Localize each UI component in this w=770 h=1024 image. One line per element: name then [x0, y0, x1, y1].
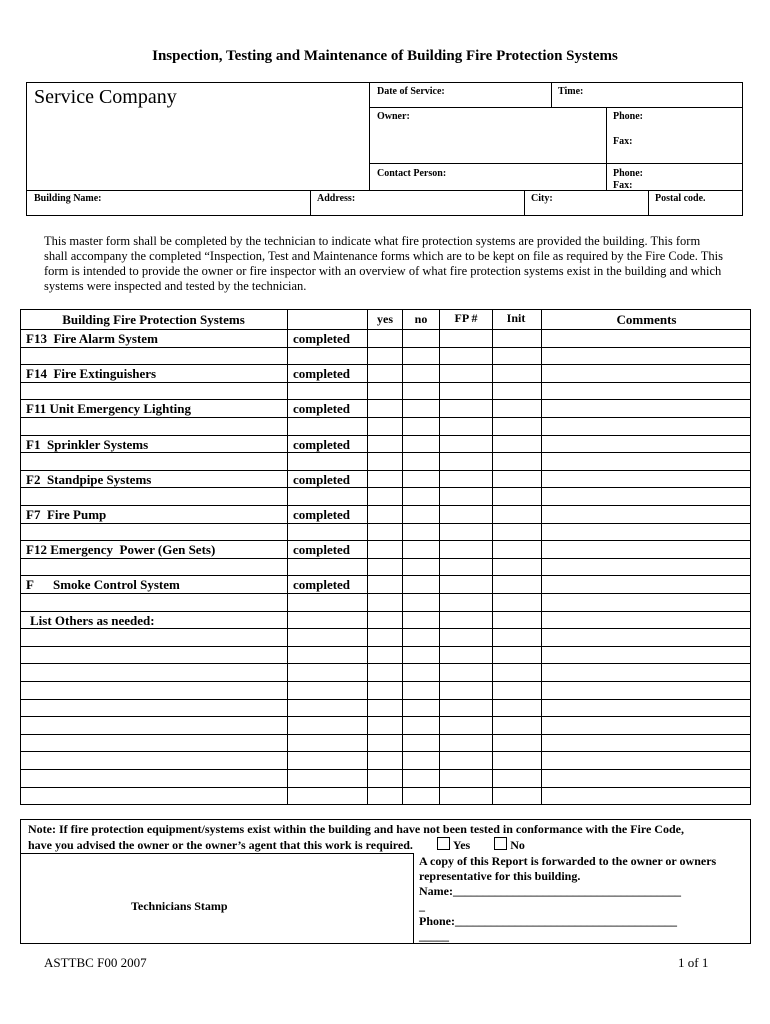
no-label: No — [510, 838, 525, 852]
system-status: completed — [293, 507, 351, 522]
col-header-yes: yes — [377, 312, 393, 326]
owner-phone-line-cont: _____ — [419, 929, 449, 943]
table-row-divider — [20, 646, 751, 647]
table-row-divider — [20, 329, 751, 330]
table-row-divider — [20, 575, 751, 576]
table-row-divider — [20, 751, 751, 752]
table-column-divider — [541, 309, 542, 805]
col-header-init: Init — [506, 311, 526, 325]
table-row-divider — [20, 540, 751, 541]
system-name: F13 Fire Alarm System — [26, 331, 158, 346]
contact-fax-field[interactable]: Fax: — [613, 180, 633, 191]
owner-phone-field[interactable]: Phone: — [613, 111, 643, 122]
owner-phone-line-field[interactable]: Phone:_____________________________________ — [419, 914, 677, 928]
note-text-line2-text: have you advised the owner or the owner’s agent that this work is required. — [28, 838, 413, 852]
system-name: F12 Emergency Power (Gen Sets) — [26, 542, 216, 558]
owner-field[interactable]: Owner: — [377, 111, 410, 122]
no-checkbox[interactable] — [494, 837, 507, 850]
yes-label: Yes — [452, 838, 471, 852]
table-column-divider — [439, 309, 440, 805]
system-name: F7 Fire Pump — [26, 507, 107, 522]
list-others-label: List Others as needed: — [30, 613, 155, 628]
intro-paragraph: This master form shall be completed by the technician to indicate what fire protection systems are provided the building. This form shall accompany the completed “Inspection, Test and Maintenance forms which are to be kept on file as required by the Fire Code. This form is intended to provide the owner or fire inspector with an overview of what fire protection systems exist in the building and which systems were inspected and tested by the technician. — [44, 234, 724, 293]
building-name-field[interactable]: Building Name: — [34, 193, 102, 204]
table-row-divider — [20, 364, 751, 365]
yes-checkbox[interactable] — [437, 837, 450, 850]
table-row-divider — [20, 611, 751, 612]
system-status: completed — [293, 436, 351, 452]
table-column-divider — [367, 309, 368, 805]
table-row-divider — [20, 347, 751, 348]
page-number: 1 of 1 — [678, 955, 709, 970]
table-row-divider — [20, 787, 751, 788]
system-status: completed — [293, 401, 351, 417]
system-status: completed — [293, 366, 351, 382]
copy-notice-line2: representative for this building. — [419, 869, 581, 883]
owner-name-field-cont: _ — [419, 899, 425, 913]
note-text-line2 — [28, 837, 525, 853]
col-header-system: Building Fire Protection Systems — [62, 312, 245, 327]
table-column-divider — [287, 309, 288, 805]
col-header-no: no — [414, 312, 428, 326]
table-row-divider — [20, 734, 751, 735]
col-header-fp: FP # — [454, 311, 478, 325]
system-name: F2 Standpipe Systems — [26, 471, 152, 487]
table-row-divider — [20, 716, 751, 717]
system-name: F14 Fire Extinguishers — [26, 366, 157, 382]
address-field[interactable]: Address: — [317, 193, 356, 204]
form-title: Inspection, Testing and Maintenance of Building Fire Protection Systems — [152, 48, 618, 64]
system-name: F Smoke Control System — [26, 577, 180, 593]
technicians-stamp-label: Technicians Stamp — [131, 899, 228, 913]
note-text-line1: Note: If fire protection equipment/systems exist within the building and have not been tested in conformance with the Fire Code, — [28, 822, 684, 836]
system-status: completed — [293, 542, 351, 558]
table-row-divider — [20, 523, 751, 524]
form-code: ASTTBC F00 2007 — [44, 955, 147, 970]
table-row-divider — [20, 663, 751, 664]
contact-phone-field[interactable]: Phone: — [613, 168, 643, 179]
city-field[interactable]: City: — [531, 193, 553, 204]
time-field[interactable]: Time: — [558, 86, 584, 97]
system-name: F1 Sprinkler Systems — [26, 436, 149, 452]
col-header-comments: Comments — [616, 312, 677, 327]
owner-fax-field[interactable]: Fax: — [613, 136, 633, 147]
system-name: F11 Unit Emergency Lighting — [26, 401, 192, 417]
table-row-divider — [20, 505, 751, 506]
system-status: completed — [293, 331, 351, 346]
table-row-divider — [20, 399, 751, 400]
system-status: completed — [293, 471, 351, 487]
date-of-service-field[interactable]: Date of Service: — [377, 86, 445, 97]
contact-person-field[interactable]: Contact Person: — [377, 168, 447, 179]
copy-notice-line1: A copy of this Report is forwarded to the owner or owners — [419, 854, 717, 868]
table-row-divider — [20, 769, 751, 770]
table-column-divider — [402, 309, 403, 805]
table-column-divider — [492, 309, 493, 805]
postal-code-field[interactable]: Postal code. — [655, 193, 706, 204]
system-status: completed — [293, 577, 351, 593]
table-row-divider — [20, 681, 751, 682]
service-company-label: Service Company — [34, 86, 177, 108]
owner-name-field[interactable]: Name:______________________________________ — [419, 884, 681, 898]
table-row-divider — [20, 699, 751, 700]
